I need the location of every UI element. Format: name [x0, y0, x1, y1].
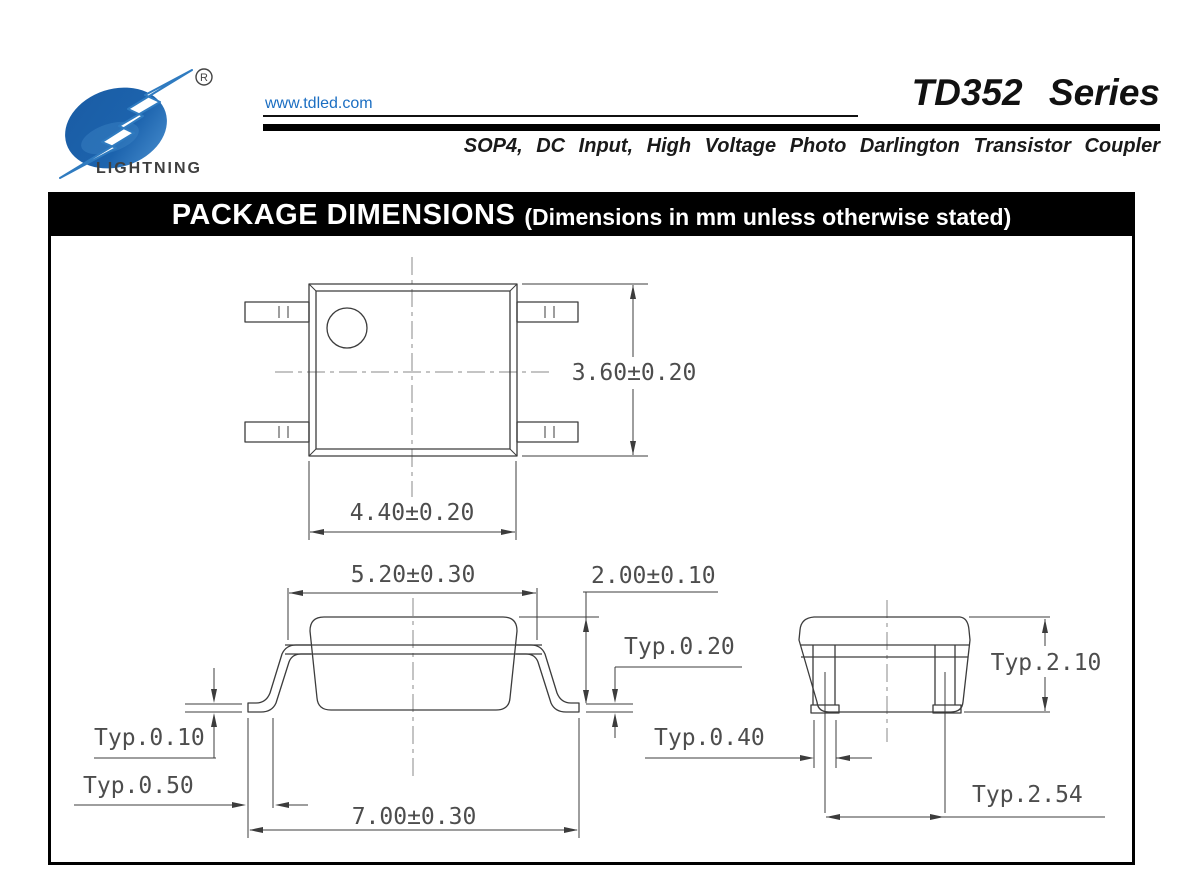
seating-plane-lines: [185, 704, 633, 712]
registered-letter: R: [200, 72, 208, 84]
package-drawing: [51, 235, 1132, 862]
dim-label-foot-length: Typ.0.50: [83, 773, 194, 799]
dim-label-body-height-top-view: 3.60±0.20: [571, 360, 697, 386]
pin1-marker-icon: [327, 308, 367, 348]
dim-label-standoff: Typ.0.20: [624, 634, 735, 660]
pin-bottom-left: [245, 422, 309, 442]
dim-label-shoulder-width: 5.20±0.30: [350, 562, 476, 588]
section-title: PACKAGE DIMENSIONS: [171, 199, 516, 231]
pin-bottom-right: [517, 422, 578, 442]
dim-label-lead-width: Typ.0.40: [654, 725, 765, 751]
header-thin-rule: [263, 115, 858, 117]
series-title: TD352 Series: [911, 72, 1160, 113]
end-view: [645, 600, 1105, 820]
dim-label-end-body-height: Typ.2.10: [990, 650, 1102, 676]
right-gullwing-lead: [516, 645, 579, 712]
website-link[interactable]: www.tdled.com: [265, 95, 373, 112]
dim-label-coplanarity: Typ.0.10: [94, 725, 205, 751]
left-gullwing-lead: [248, 645, 311, 712]
lightning-logo: [52, 60, 262, 195]
section-title-note: (Dimensions in mm unless otherwise stated): [524, 203, 1012, 230]
dim-typ254-lines: [826, 814, 1105, 820]
lead-center-extension-lines: [825, 672, 945, 813]
end-lead-frame-lines: [800, 645, 969, 657]
dim-label-front-height: 2.00±0.10: [591, 563, 716, 589]
dim-label-body-width-top-view: 4.40±0.20: [349, 500, 475, 526]
registered-trademark-icon: [196, 69, 212, 85]
end-right-lead: [933, 645, 961, 713]
brand-name: LIGHTNING: [96, 160, 202, 177]
package-body-inner: [316, 291, 510, 449]
header-thick-rule: [263, 124, 1160, 131]
dim-label-lead-span: 7.00±0.30: [351, 804, 477, 830]
pin-top-left: [245, 302, 309, 322]
top-view: [245, 257, 696, 540]
section-title-bar: [51, 195, 1132, 236]
dim-label-lead-pitch: Typ.2.54: [972, 782, 1083, 808]
front-view: [74, 562, 742, 838]
product-subtitle: SOP4, DC Input, High Voltage Photo Darlington Transistor Coupler: [463, 135, 1160, 157]
pin-top-right: [517, 302, 578, 322]
